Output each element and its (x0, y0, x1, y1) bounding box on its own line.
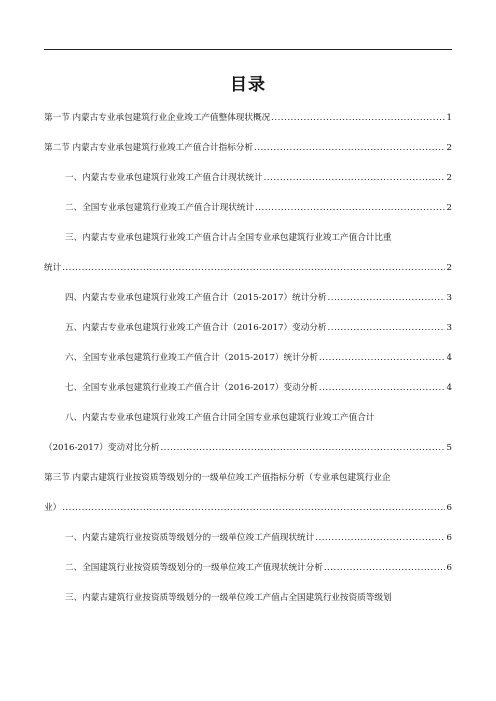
toc-entry-text: 第二节 内蒙古专业承包建筑行业竣工产值合计指标分析 (44, 143, 253, 153)
toc-entry-text[interactable]: 三、内蒙古建筑行业按资质等级划分的一级单位竣工产值占全国建筑行业按资质等级划 (65, 593, 392, 603)
toc-leader-dots (160, 442, 444, 454)
toc-entry[interactable] (44, 262, 452, 274)
toc-leader-dots (255, 202, 444, 214)
toc-entry-text: 业） (44, 503, 62, 513)
toc-page-number: 2 (446, 203, 452, 213)
toc-page-number: 4 (446, 383, 452, 393)
toc-page-number: 6 (446, 563, 452, 573)
toc-leader-dots (328, 292, 445, 304)
header-rule (44, 49, 452, 50)
toc-page-number: 5 (446, 443, 452, 453)
toc-entry[interactable] (44, 502, 452, 514)
toc-page-number: 6 (446, 533, 452, 543)
toc-entry-text: 二、全国建筑行业按资质等级划分的一级单位竣工产值现状统计分析 (65, 563, 323, 573)
toc-page-number: 2 (446, 263, 452, 273)
toc-page-number: 1 (446, 113, 452, 123)
toc-entry[interactable] (44, 442, 452, 454)
toc-entry[interactable] (65, 352, 452, 364)
toc-entry-text: 一、内蒙古专业承包建筑行业竣工产值合计现状统计 (65, 173, 263, 183)
toc-leader-dots (319, 352, 445, 364)
toc-page-number: 3 (446, 323, 452, 333)
toc-leader-dots (315, 532, 444, 544)
toc-leader-dots (271, 112, 444, 124)
toc-leader-dots (264, 172, 445, 184)
toc-leader-dots (62, 502, 444, 514)
toc-entry-text: 五、内蒙古专业承包建筑行业竣工产值合计（2016-2017）变动分析 (65, 323, 327, 333)
toc-entry[interactable] (65, 382, 452, 394)
toc-entry-text: 四、内蒙古专业承包建筑行业竣工产值合计（2015-2017）统计分析 (65, 293, 327, 303)
toc-entry[interactable] (65, 172, 452, 184)
toc-entry[interactable] (44, 112, 452, 124)
toc-page-number: 4 (446, 353, 452, 363)
toc-page-number: 2 (446, 143, 452, 153)
toc-entry-text[interactable]: 第三节 内蒙古建筑行业按资质等级划分的一级单位竣工产值指标分析（专业承包建筑行业企 (44, 473, 391, 483)
toc-leader-dots (324, 562, 445, 574)
toc-leader-dots (328, 322, 445, 334)
toc-entry[interactable] (65, 322, 452, 334)
toc-page-number: 3 (446, 293, 452, 303)
toc-entry[interactable] (65, 562, 452, 574)
toc-entry-text: 二、全国专业承包建筑行业竣工产值合计现状统计 (65, 203, 255, 213)
toc-leader-dots (319, 382, 445, 394)
toc-leader-dots (254, 142, 445, 154)
toc-title: 目录 (230, 75, 266, 95)
toc-page-number: 2 (446, 173, 452, 183)
toc-entry-text: （2016-2017）变动对比分析 (44, 443, 160, 453)
toc-entry[interactable] (65, 292, 452, 304)
toc-entry-text: 统计 (44, 263, 62, 273)
toc-entry-text[interactable]: 三、内蒙古专业承包建筑行业竣工产值合计占全国专业承包建筑行业竣工产值合计比重 (65, 233, 392, 243)
toc-entry-text: 第一节 内蒙古专业承包建筑行业企业竣工产值整体现状概况 (44, 113, 271, 123)
toc-entry-text: 六、全国专业承包建筑行业竣工产值合计（2015-2017）统计分析 (65, 353, 318, 363)
toc-page-number: 6 (446, 503, 452, 513)
toc-entry[interactable] (44, 142, 452, 154)
toc-entry-text: 七、全国专业承包建筑行业竣工产值合计（2016-2017）变动分析 (65, 383, 318, 393)
toc-entry-text[interactable]: 八、内蒙古专业承包建筑行业竣工产值合计同全国专业承包建筑行业竣工产值合计 (65, 413, 375, 423)
toc-leader-dots (62, 262, 444, 274)
toc-entry[interactable] (65, 202, 452, 214)
toc-entry[interactable] (65, 532, 452, 544)
toc-entry-text: 一、内蒙古建筑行业按资质等级划分的一级单位竣工产值现状统计 (65, 533, 315, 543)
